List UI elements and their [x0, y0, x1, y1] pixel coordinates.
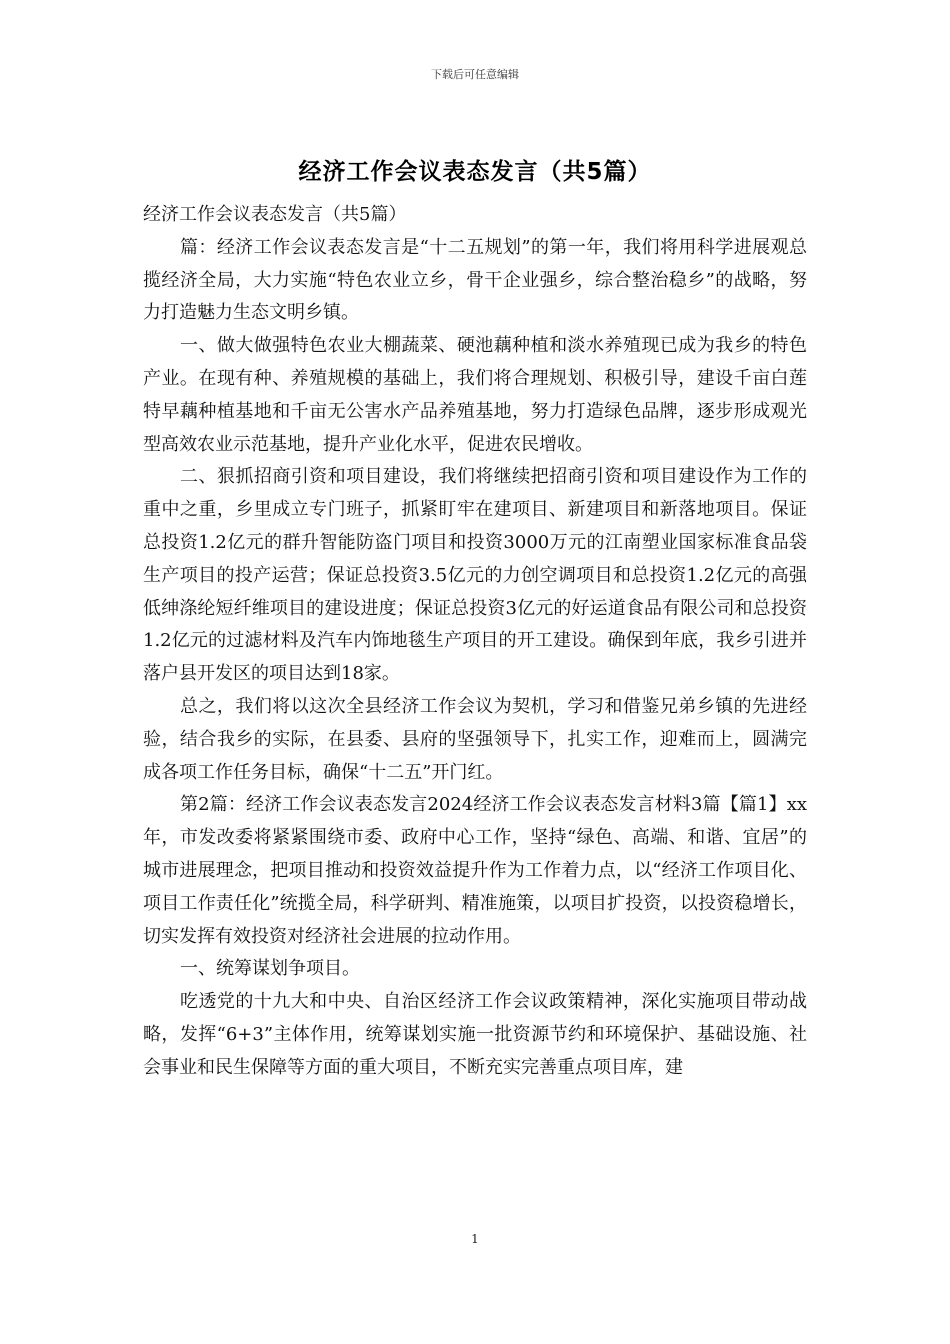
paragraph: 吃透党的十九大和中央、自治区经济工作会议政策精神，深化实施项目带动战略，发挥“6+3”主体作用，统筹谋划实施一批资源节约和环境保护、基础设施、社会事业和民生保障等方面的重大项目，不断充实完善重点项目库，建 [143, 991, 807, 1078]
paragraph: 篇：经济工作会议表态发言是“十二五规划”的第一年，我们将用科学进展观总揽经济全局，大力实施“特色农业立乡，骨干企业强乡，综合整治稳乡”的战略，努力打造魅力生态文明乡镇。 [143, 236, 807, 324]
paragraph: 一、做大做强特色农业大棚蔬菜、硬池藕种植和淡水养殖现已成为我乡的特色产业。在现有种、养殖规模的基础上，我们将合理规划、积极引导，建设千亩白莲特早藕种植基地和千亩无公害水产品养殖基地，努力打造绿色品牌，逐步形成观光型高效农业示范基地，提升产业化水平，促进农民增收。 [143, 335, 807, 455]
header-note: 下载后可任意编辑 [431, 68, 519, 81]
paragraph: 第2篇：经济工作会议表态发言2024经济工作会议表态发言材料3篇【篇1】xx年，市发改委将紧紧围绕市委、政府中心工作，坚持“绿色、高端、和谐、宜居”的城市进展理念，把项目推动和投资效益提升作为工作着力点，以“经济工作项目化、项目工作责任化”统揽全局，科学研判、精准施策，以项目扩投资，以投资稳增长，切实发挥有效投资对经济社会进展的拉动作用。 [143, 794, 807, 947]
subtitle-paragraph: 经济工作会议表态发言（共5篇） [143, 204, 407, 225]
section-heading: 一、统筹谋划争项目。 [180, 958, 360, 980]
paragraph: 二、狠抓招商引资和项目建设，我们将继续把招商引资和项目建设作为工作的重中之重，乡里成立专门班子，抓紧盯牢在建项目、新建项目和新落地项目。保证总投资1.2亿元的群升智能防盗门项目和投资3000万元的江南塑业国家标准食品袋生产项目的投产运营；保证总投资3.5亿元的力创空调项目和总投资1.2亿元的高强低绅涤纶短纤维项目的建设进度；保证总投资3亿元的好运道食品有限公司和总投资1.2亿元的过滤材料及汽车内饰地毯生产项目的开工建设。确保到年底，我乡引进并落户县开发区的项目达到18家。 [143, 466, 807, 685]
document-body [143, 199, 807, 1085]
paragraph: 总之，我们将以这次全县经济工作会议为契机，学习和借鉴兄弟乡镇的先进经验，结合我乡的实际，在县委、县府的坚强领导下，扎实工作，迎难而上，圆满完成各项工作任务目标，确保“十二五”开门红。 [143, 695, 807, 783]
page-number: 1 [471, 1232, 479, 1246]
document-title: 经济工作会议表态发言（共5篇） [298, 159, 652, 185]
